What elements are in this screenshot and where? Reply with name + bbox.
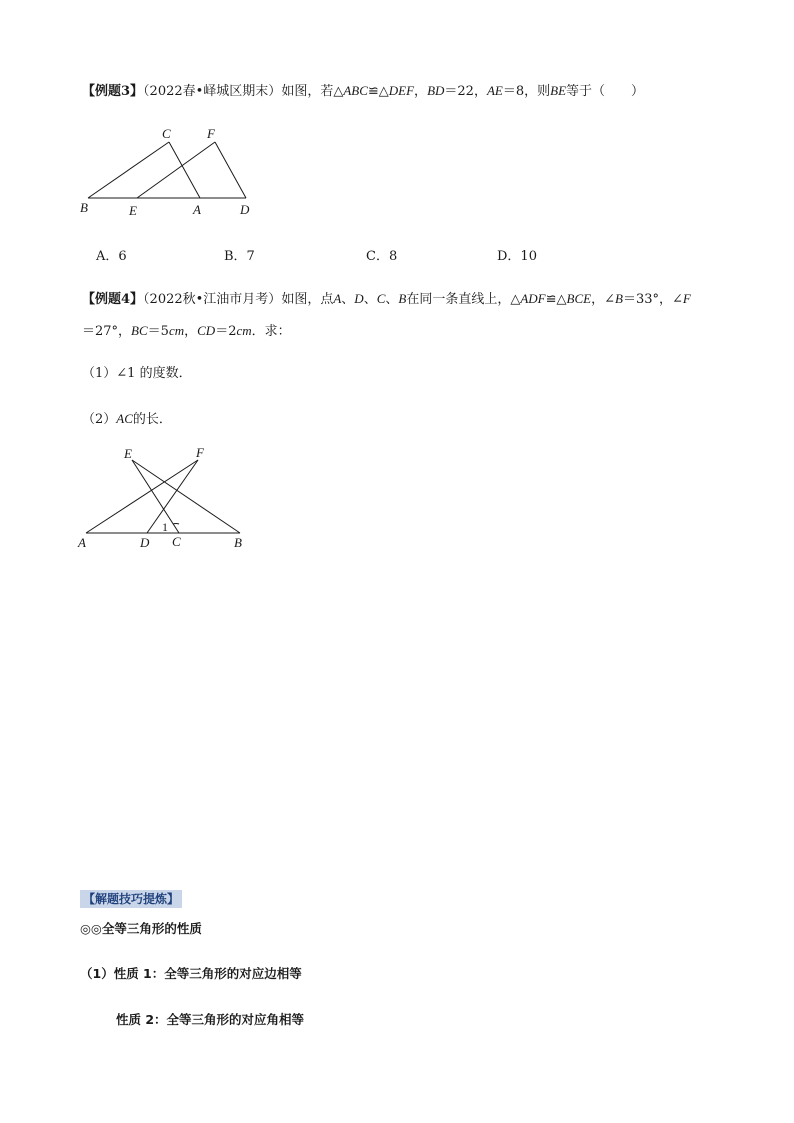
text: （2）	[82, 412, 117, 427]
side-fd	[215, 142, 246, 198]
segment-cd: CD	[197, 323, 216, 338]
point-f-label: F	[196, 445, 204, 460]
text: ，	[184, 324, 198, 339]
point-d: D	[354, 291, 364, 306]
congruent-symbol: ≌△	[367, 84, 389, 99]
angle-1-arc	[173, 523, 179, 524]
side-ef	[137, 142, 215, 198]
point-b-label: B	[80, 200, 88, 215]
text: ＝33°，∠	[622, 292, 683, 307]
text: 、	[385, 292, 399, 307]
text: ，∠	[591, 292, 615, 307]
point-f-label: F	[207, 126, 215, 141]
text: 等于（ ）	[566, 84, 645, 99]
point-e-label: E	[129, 203, 137, 218]
text: 如图，点	[281, 292, 334, 307]
angle-f: F	[682, 291, 691, 306]
point-c-label: C	[172, 534, 181, 549]
point-d-label: D	[240, 202, 250, 217]
example-4-subquestion-2	[82, 410, 172, 429]
option-b[interactable]: B．7	[224, 249, 255, 264]
example-3-options	[96, 245, 656, 263]
example-3-figure	[76, 120, 276, 220]
point-e-label: E	[124, 446, 132, 461]
side-bc	[88, 142, 169, 198]
text: ＝2	[215, 324, 237, 339]
example-4-question-line1	[82, 290, 691, 309]
example-4-subquestion-1: （1）∠1 的度数．	[82, 366, 192, 381]
angle-b: B	[614, 291, 623, 306]
point-a-label: A	[193, 202, 201, 217]
congruent-symbol: ≌△	[545, 292, 567, 307]
segment-be: BE	[550, 83, 567, 98]
example-4-figure	[74, 440, 274, 555]
text: 的长．	[132, 412, 172, 427]
segment-bc: BC	[131, 323, 148, 338]
property-2: 性质 2：全等三角形的对应角相等	[116, 1012, 305, 1027]
point-d-label: D	[140, 535, 150, 550]
example-4-source: （2022秋•江油市月考）	[143, 292, 282, 307]
point-a-label: A	[78, 535, 86, 550]
text: ＝8，则	[502, 84, 551, 99]
point-a: A	[333, 291, 342, 306]
option-c[interactable]: C．8	[366, 249, 398, 264]
triangle-adf: ADF	[520, 291, 546, 306]
angle-1-label: 1	[162, 520, 168, 534]
example-3-source: （2022春•峄城区期末）	[143, 84, 282, 99]
triangle-bce: BCE	[566, 291, 592, 306]
triangle-def: DEF	[388, 83, 415, 98]
text: ，	[414, 84, 428, 99]
option-d[interactable]: D．10	[497, 249, 537, 264]
text: 如图，若△	[281, 84, 344, 99]
text: 、	[341, 292, 355, 307]
point-c-label: C	[162, 126, 171, 141]
summary-heading: ◎◎全等三角形的性质	[80, 921, 202, 936]
text: ．求：	[251, 324, 291, 339]
text: ＝27°，	[82, 324, 132, 339]
triangle-abc: ABC	[343, 83, 368, 98]
segment-bd: BD	[427, 83, 445, 98]
text: ＝22，	[444, 84, 487, 99]
side-ca	[169, 142, 200, 198]
unit-cm: cm	[168, 323, 185, 338]
text: 在同一条直线上，△	[406, 292, 521, 307]
example-3-question	[82, 82, 644, 101]
point-b-label: B	[234, 535, 242, 550]
side-af	[86, 460, 198, 533]
property-1: （1）性质 1：全等三角形的对应边相等	[80, 966, 302, 981]
point-c: C	[376, 291, 386, 306]
text: 、	[363, 292, 377, 307]
option-a[interactable]: A．6	[96, 249, 127, 264]
point-b: B	[398, 291, 407, 306]
example-4-question-line2	[82, 322, 291, 341]
text: ＝5	[147, 324, 169, 339]
example-3-label: 【例题3】	[82, 84, 144, 99]
segment-ae: AE	[486, 83, 503, 98]
unit-cm: cm	[236, 323, 252, 338]
technique-tag: 【解题技巧提炼】	[80, 890, 182, 908]
side-eb	[132, 460, 240, 533]
example-4-label: 【例题4】	[82, 292, 144, 307]
segment-ac: AC	[116, 411, 133, 426]
